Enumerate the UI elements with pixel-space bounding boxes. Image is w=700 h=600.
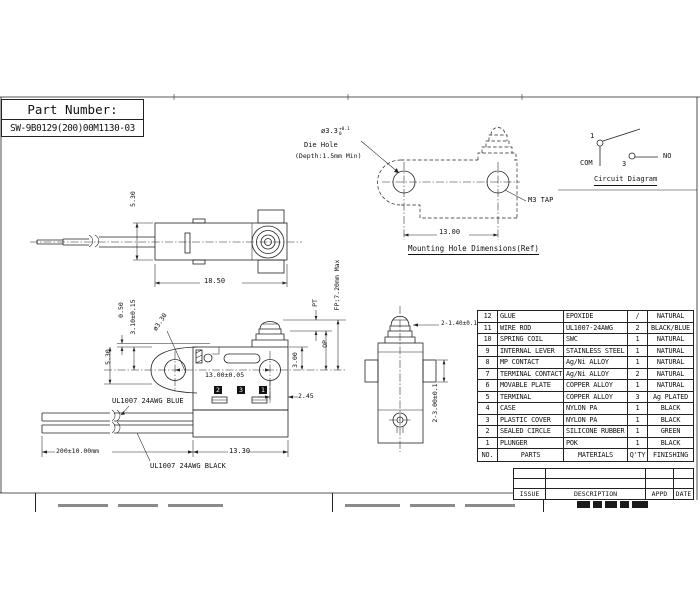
cell-parts: SEALED CIRCLE xyxy=(498,426,564,437)
revision-row-empty xyxy=(514,469,693,479)
front-dim-phi330: ø3.30 xyxy=(151,311,169,333)
m3-tap-label: M3 TAP xyxy=(528,196,554,204)
revision-date: DATE xyxy=(675,489,692,498)
cell-no: 4 xyxy=(478,403,498,414)
cell-qty: 1 xyxy=(628,415,648,426)
cell-finishing: NATURAL xyxy=(656,381,685,390)
cell-materials: SWC xyxy=(564,334,628,345)
header-qty: Q'TY xyxy=(628,449,648,461)
cell-qty: 1 xyxy=(628,426,648,437)
part-number-value: SW-9B0129(200)00M1130-03 xyxy=(10,123,135,134)
cell-no: 10 xyxy=(478,334,498,345)
revision-header-row xyxy=(514,489,693,500)
header-no: NO. xyxy=(478,449,498,461)
header-finishing: FINISHING xyxy=(652,450,689,459)
cell-qty: / xyxy=(628,311,648,322)
end-view-linework xyxy=(365,306,448,452)
front-dim-050: 0.50 xyxy=(116,302,125,318)
revision-appd: APPD xyxy=(646,489,674,500)
cell-finishing: BLACK xyxy=(660,415,681,424)
cell-qty: 1 xyxy=(628,403,648,414)
circuit-pole-3: 3 xyxy=(622,160,627,168)
table-row xyxy=(478,346,693,358)
cell-materials: NYLON PA xyxy=(564,403,628,414)
table-row xyxy=(478,334,693,346)
clipped-logo-fragment xyxy=(577,501,590,508)
cell-finishing: NATURAL xyxy=(656,312,685,321)
clipped-text-fragment xyxy=(118,504,158,507)
cell-materials: SILICONE RUBBER xyxy=(564,426,628,437)
table-row xyxy=(478,438,693,450)
circuit-com-label: COM xyxy=(580,159,593,167)
titleblock-divider xyxy=(543,500,544,512)
cell-qty: 1 xyxy=(628,380,648,391)
cell-no: 3 xyxy=(478,415,498,426)
cell-finishing: GREEN xyxy=(660,427,681,436)
titleblock-divider xyxy=(332,493,333,512)
terminal-badge-1: 1 xyxy=(259,386,267,394)
top-view-dim-length: 18.50 xyxy=(204,277,226,285)
cell-materials: NYLON PA xyxy=(564,415,628,426)
parts-table xyxy=(477,310,694,462)
front-dim-300: 3.00 xyxy=(290,352,299,368)
table-row xyxy=(478,426,693,438)
cell-materials: Ag/Ni ALLOY xyxy=(564,357,628,368)
part-number-label: Part Number: xyxy=(2,100,143,120)
cell-parts: TERMINAL xyxy=(498,392,564,403)
revision-description: DESCRIPTION xyxy=(546,489,646,500)
top-view-linework xyxy=(30,210,302,287)
table-row xyxy=(478,415,693,427)
cell-materials: STAINLESS STEEL xyxy=(564,346,628,357)
cell-finishing: NATURAL xyxy=(656,346,685,355)
clipped-logo-fragment xyxy=(620,501,629,508)
terminal-badge-2: 2 xyxy=(214,386,222,394)
cell-no: 2 xyxy=(478,426,498,437)
cell-parts: WIRE ROD xyxy=(498,323,564,334)
cell-no: 12 xyxy=(478,311,498,322)
mounting-caption: Mounting Hole Dimensions(Ref) xyxy=(408,244,539,253)
front-dim-fp: FP:7.20mm Max xyxy=(332,259,341,311)
revision-issue: ISSUE xyxy=(514,489,546,500)
end-dim-top: 2-1.40±0.1 xyxy=(441,320,478,327)
cell-qty: 2 xyxy=(628,369,648,380)
wire-black-label: UL1007 24AWG BLACK xyxy=(150,462,226,470)
table-row xyxy=(478,403,693,415)
table-row xyxy=(478,380,693,392)
wire-blue-label: UL1007 24AWG BLUE xyxy=(112,397,184,405)
clipped-text-fragment xyxy=(410,504,455,507)
circuit-diagram-linework xyxy=(597,129,658,166)
circuit-caption: Circuit Diagram xyxy=(594,176,657,186)
die-hole-label: Die Hole xyxy=(304,141,338,149)
header-parts: PARTS xyxy=(498,449,564,461)
table-row xyxy=(478,369,693,381)
die-hole-diameter: ø3.3 +0.1 0 xyxy=(321,127,350,137)
header-materials: MATERIALS xyxy=(564,449,628,461)
cell-no: 9 xyxy=(478,346,498,357)
cell-finishing: Ag PLATED xyxy=(652,392,689,401)
cell-no: 11 xyxy=(478,323,498,334)
cell-finishing: NATURAL xyxy=(656,369,685,378)
cell-finishing: NATURAL xyxy=(656,335,685,344)
circuit-pole-1: 1 xyxy=(590,132,595,140)
die-hole-depth: (Depth:1.5mm Min) xyxy=(295,152,362,160)
revision-row-empty xyxy=(514,479,693,489)
cell-no: 8 xyxy=(478,357,498,368)
cell-qty: 1 xyxy=(628,346,648,357)
front-dim-op: OP xyxy=(320,340,329,348)
clipped-logo-fragment xyxy=(605,501,617,508)
front-dim-245: 2.45 xyxy=(298,392,314,400)
cell-materials: COPPER ALLOY xyxy=(564,380,628,391)
clipped-logo-fragment xyxy=(632,501,648,508)
cell-no: 5 xyxy=(478,392,498,403)
cell-no: 1 xyxy=(478,438,498,449)
table-row xyxy=(478,323,693,335)
part-number-box xyxy=(1,99,144,137)
cell-no: 6 xyxy=(478,380,498,391)
revision-table xyxy=(513,468,694,500)
cell-materials: UL1007-24AWG xyxy=(564,323,628,334)
mounting-dim-13: 13.00 xyxy=(439,228,461,236)
cell-parts: INTERNAL LEVER xyxy=(498,346,564,357)
cell-finishing: BLACK xyxy=(660,438,681,447)
circuit-no-label: NO xyxy=(663,152,672,160)
cell-materials: Ag/Ni ALLOY xyxy=(564,369,628,380)
cell-qty: 1 xyxy=(628,438,648,449)
cell-materials: POK xyxy=(564,438,628,449)
front-dim-1300: 13.00±0.05 xyxy=(205,371,245,379)
front-dim-wire-length: 200±10.00mm xyxy=(56,447,100,455)
cell-parts: MP CONTACT xyxy=(498,357,564,368)
cell-qty: 2 xyxy=(628,323,648,334)
mounting-hole-linework xyxy=(361,128,526,241)
cell-no: 7 xyxy=(478,369,498,380)
end-dim-side: 2-3.00±0.1 xyxy=(430,383,439,423)
top-view-dim-height: 5.30 xyxy=(128,191,137,207)
clipped-logo-fragment xyxy=(593,501,602,508)
clipped-text-fragment xyxy=(58,504,108,507)
cell-finishing: BLACK xyxy=(660,404,681,413)
table-row xyxy=(478,311,693,323)
table-row xyxy=(478,357,693,369)
parts-table-header xyxy=(478,449,693,461)
cell-parts: MOVABLE PLATE xyxy=(498,380,564,391)
cell-parts: SPRING COIL xyxy=(498,334,564,345)
front-dim-pt: PT xyxy=(310,299,319,307)
cell-parts: PLASTIC COVER xyxy=(498,415,564,426)
terminal-badge-3: 3 xyxy=(237,386,245,394)
cell-finishing: BLACK/BLUE xyxy=(651,323,690,332)
cell-materials: COPPER ALLOY xyxy=(564,392,628,403)
parts-table-rows xyxy=(478,311,693,449)
front-view-linework xyxy=(42,310,346,461)
cell-parts: GLUE xyxy=(498,311,564,322)
cell-parts: PLUNGER xyxy=(498,438,564,449)
clipped-text-fragment xyxy=(345,504,400,507)
cell-parts: CASE xyxy=(498,403,564,414)
cell-finishing: NATURAL xyxy=(656,358,685,367)
cell-qty: 1 xyxy=(628,357,648,368)
front-dim-1330: 13.30 xyxy=(229,447,251,455)
clipped-text-fragment xyxy=(168,504,223,507)
cell-qty: 1 xyxy=(628,334,648,345)
cell-materials: EPOXIDE xyxy=(564,311,628,322)
front-dim-530: 5.30 xyxy=(103,349,112,365)
front-dim-310: 3.10±0.15 xyxy=(128,299,137,335)
titleblock-divider xyxy=(35,493,36,512)
cell-qty: 3 xyxy=(628,392,648,403)
table-row xyxy=(478,392,693,404)
clipped-text-fragment xyxy=(465,504,515,507)
cell-parts: TERMINAL CONTACT xyxy=(500,369,563,378)
